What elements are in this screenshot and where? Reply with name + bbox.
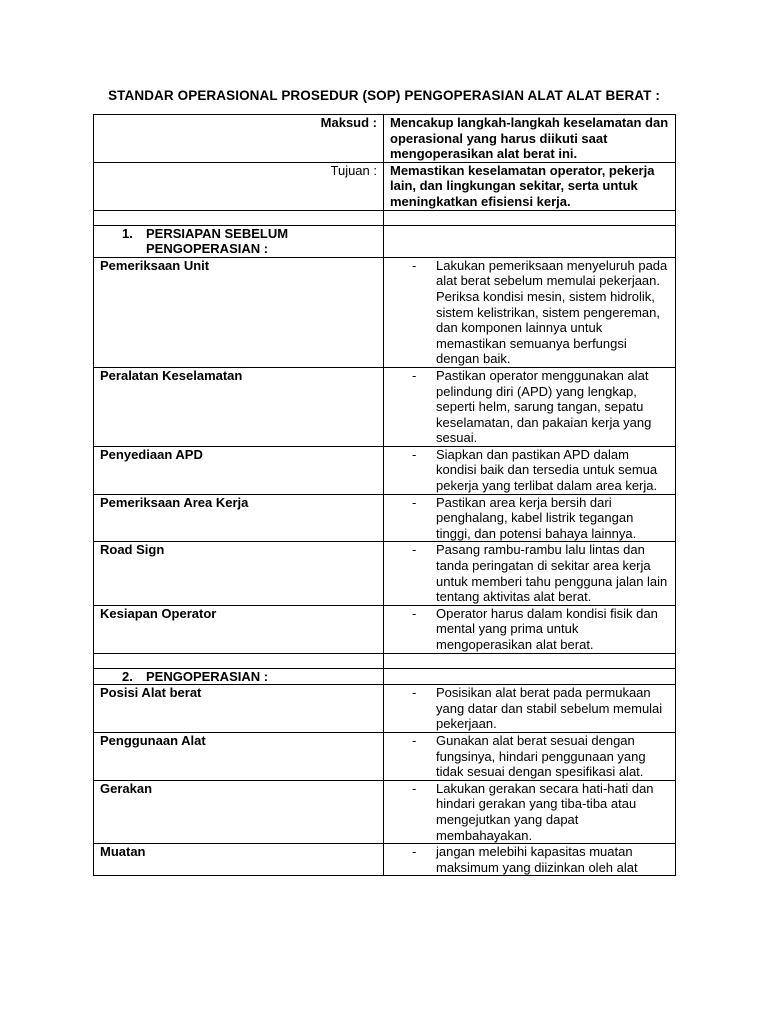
bullet-dash: - [412, 844, 417, 860]
section-1-title: PERSIAPAN SEBELUM PENGOPERASIAN : [146, 225, 289, 257]
bullet-dash: - [412, 542, 417, 558]
table-row [94, 494, 676, 542]
table-row [94, 446, 676, 494]
table-row [94, 542, 676, 605]
item-text: Lakukan gerakan secara hati-hati dan hindari gerakan yang tiba-tiba atau mengejutkan yang dapat membahayakan. [436, 780, 654, 843]
section-2-header-row [94, 668, 676, 685]
bullet-dash: - [412, 780, 417, 796]
section-1-number: 1. [122, 225, 133, 241]
item-label: Muatan [94, 844, 384, 876]
item-text: Operator harus dalam kondisi fisik dan mental yang prima untuk mengoperasikan alat berat. [436, 605, 658, 652]
item-text: Pasang rambu-rambu lalu lintas dan tanda peringatan di sekitar area kerja untuk memberi tahu pengguna jalan lain tentang aktivitas alat berat. [436, 542, 668, 605]
maksud-row [94, 115, 676, 163]
bullet-dash: - [412, 257, 417, 273]
item-label: Penyediaan APD [94, 446, 384, 494]
item-label: Posisi Alat berat [94, 685, 384, 733]
table-row [94, 780, 676, 843]
maksud-text: Mencakup langkah-langkah keselamatan dan operasional yang harus diikuti saat mengoperasikan alat berat ini. [384, 115, 676, 163]
spacer-row [94, 653, 676, 668]
table-row [94, 605, 676, 653]
bullet-dash: - [412, 446, 417, 462]
table-row [94, 367, 676, 446]
table-row [94, 844, 676, 876]
section-2-title: PENGOPERASIAN : [146, 668, 269, 684]
section-2-heading [100, 669, 377, 685]
document-title: STANDAR OPERASIONAL PROSEDUR (SOP) PENGOPERASIAN ALAT ALAT BERAT : [108, 88, 660, 103]
item-text: Gunakan alat berat sesuai dengan fungsinya, hindari penggunaan yang tidak sesuai dengan spesifikasi alat. [436, 732, 646, 780]
item-label: Peralatan Keselamatan [94, 367, 384, 446]
item-text: Pastikan operator menggunakan alat pelindung diri (APD) yang lengkap, seperti helm, sarung tangan, sepatu keselamatan, dan pakaian kerja yang sesuai. [436, 367, 652, 446]
item-text: jangan melebihi kapasitas muatan maksimum yang diizinkan oleh alat [436, 844, 638, 875]
item-label: Gerakan [94, 780, 384, 843]
bullet-dash: - [412, 494, 417, 510]
spacer-row [94, 210, 676, 225]
section-1-heading [100, 226, 377, 257]
maksud-label: Maksud : [94, 115, 384, 163]
item-text: Siapkan dan pastikan APD dalam kondisi baik dan tersedia untuk semua pekerja yang terlibat dalam area kerja. [436, 446, 658, 494]
item-label: Kesiapan Operator [94, 605, 384, 653]
table-row [94, 257, 676, 367]
item-label: Penggunaan Alat [94, 732, 384, 780]
section-2-number: 2. [122, 668, 133, 684]
bullet-dash: - [412, 685, 417, 701]
item-label: Road Sign [94, 542, 384, 605]
item-text: Lakukan pemeriksaan menyeluruh pada alat berat sebelum memulai pekerjaan. Periksa kondisi mesin, sistem hidrolik, sistem kelistrikan, sistem pengereman, dan komponen lainnya untuk memastikan semuanya berfungsi dengan baik. [436, 257, 668, 367]
tujuan-row [94, 162, 676, 210]
item-text: Posisikan alat berat pada permukaan yang datar dan stabil sebelum memulai pekerjaan. [436, 685, 663, 732]
item-label: Pemeriksaan Unit [94, 257, 384, 367]
table-row [94, 732, 676, 780]
tujuan-text: Memastikan keselamatan operator, pekerja lain, dan lingkungan sekitar, serta untuk meningkatkan efisiensi kerja. [384, 162, 676, 210]
sop-table [93, 114, 676, 876]
item-text: Pastikan area kerja bersih dari penghalang, kabel listrik tegangan tinggi, dan potensi bahaya lainnya. [436, 494, 637, 541]
item-label: Pemeriksaan Area Kerja [94, 494, 384, 542]
tujuan-label: Tujuan : [94, 162, 384, 210]
table-row [94, 685, 676, 733]
bullet-dash: - [412, 367, 417, 383]
bullet-dash: - [412, 605, 417, 621]
bullet-dash: - [412, 732, 417, 748]
section-1-header-row [94, 225, 676, 257]
